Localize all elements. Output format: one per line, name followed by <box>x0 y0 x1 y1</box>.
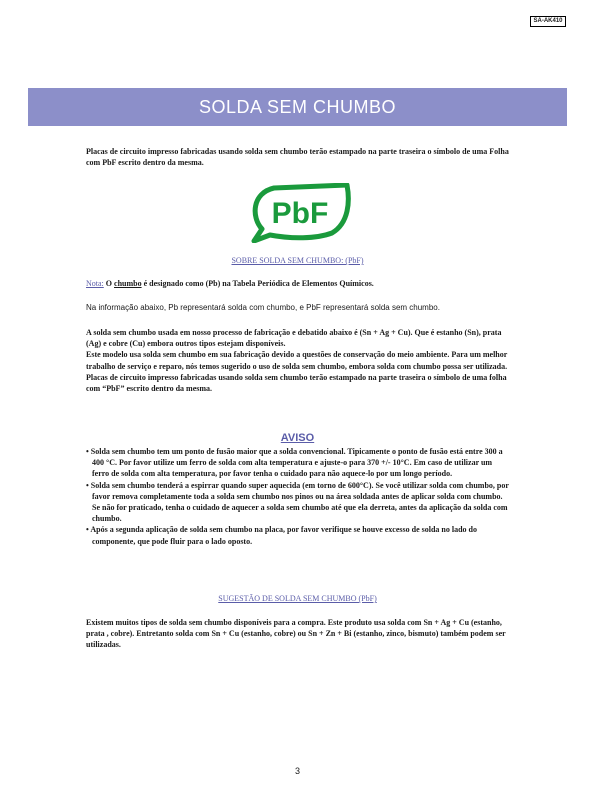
intro-paragraph: Placas de circuito impresso fabricadas usando solda sem chumbo terão estampado na parte traseira o símbolo de uma Folha com PbF escrito dentro da mesma. <box>86 147 509 168</box>
note-word-o: O <box>105 279 113 288</box>
list-item: • Solda sem chumbo tenderá a espirrar quando super aquecida (em torno de 600°C). Se você utilizar solda com chumbo, por favor remova completamente toda a solda sem chumbo nos pinos ou na área soldada antes de aplicar solda com chumbo. Se não for praticado, tenha o cuidado de aquecer a solda sem chumbo até que ela derreta, antes da aplicação da solda com chumbo. <box>86 480 509 524</box>
list-item: • Solda sem chumbo tem um ponto de fusão maior que a solda convencional. Tipicamente o ponto de fusão está entre 300 a 400 °C. Por favor utilize um ferro de solda com alta temperatura e ajuste-o para 370 +/- 10°C. Em caso de utilizar um ferro de solda com alta temperatura, por favor tenha o cuidado para não aquece-lo por um longo período. <box>86 447 503 479</box>
pbf-logo-text: PbF <box>271 197 329 230</box>
paragraph-line: Placas de circuito impresso fabricadas usando solda sem chumbo terão estampado na parte traseira o símbolo de uma folha com “PbF” escrito dentro da mesma. <box>86 372 507 394</box>
note-paragraph <box>86 278 511 289</box>
aviso-heading: AVISO <box>280 432 315 444</box>
note-chumbo-word: chumbo <box>114 279 142 288</box>
info-line: Na informação abaixo, Pb representará solda com chumbo, e PbF representará solda sem chumbo. <box>86 303 440 312</box>
suggestion-heading: SUGESTÃO DE SOLDA SEM CHUMBO (PbF) <box>218 594 377 603</box>
list-item: • Após a segunda aplicação de solda sem chumbo na placa, por favor verifique se houve excesso de solda no lado do componente, que pode fluir para o lado oposto. <box>86 525 477 546</box>
about-lead-free-heading: SOBRE SOLDA SEM CHUMBO: (PbF) <box>231 256 364 265</box>
about-lead-free-paragraph <box>86 327 511 394</box>
model-code-tag: SA-AK410 <box>530 16 566 27</box>
pbf-leaf-icon <box>246 183 352 243</box>
page-number: 3 <box>294 766 300 776</box>
note-rest: é designado como (Pb) na Tabela Periódica de Elementos Químicos. <box>143 279 374 288</box>
paragraph-line: Este modelo usa solda sem chumbo em sua fabricação devido a questões de conservação do meio ambiente. Para um melhor trabalho de serviço e reparo, nós temos sugerido o uso de solda sem chumbo, embora solda com chumbo possa ser utilizada. <box>86 350 508 371</box>
paragraph-line: A solda sem chumbo usada em nosso processo de fabricação e debatido abaixo é (Sn + Ag + Cu). Que é estanho (Sn), prata (Ag) e cobre (Cu) embora outros tipos estejam disponíveis. <box>86 328 502 349</box>
note-prefix: Nota: <box>86 279 104 288</box>
suggestion-paragraph: Existem muitos tipos de solda sem chumbo disponíveis para a compra. Este produto usa solda com Sn + Ag + Cu (estanho, prata , cobre). Entretanto solda com Sn + Cu (estanho, cobre) ou Sn + Zn + Bi (estanho, zinco, bismuto) também podem ser utilizadas. <box>86 618 506 650</box>
page-title-banner: SOLDA SEM CHUMBO <box>28 88 567 126</box>
aviso-bullet-list <box>86 446 511 547</box>
